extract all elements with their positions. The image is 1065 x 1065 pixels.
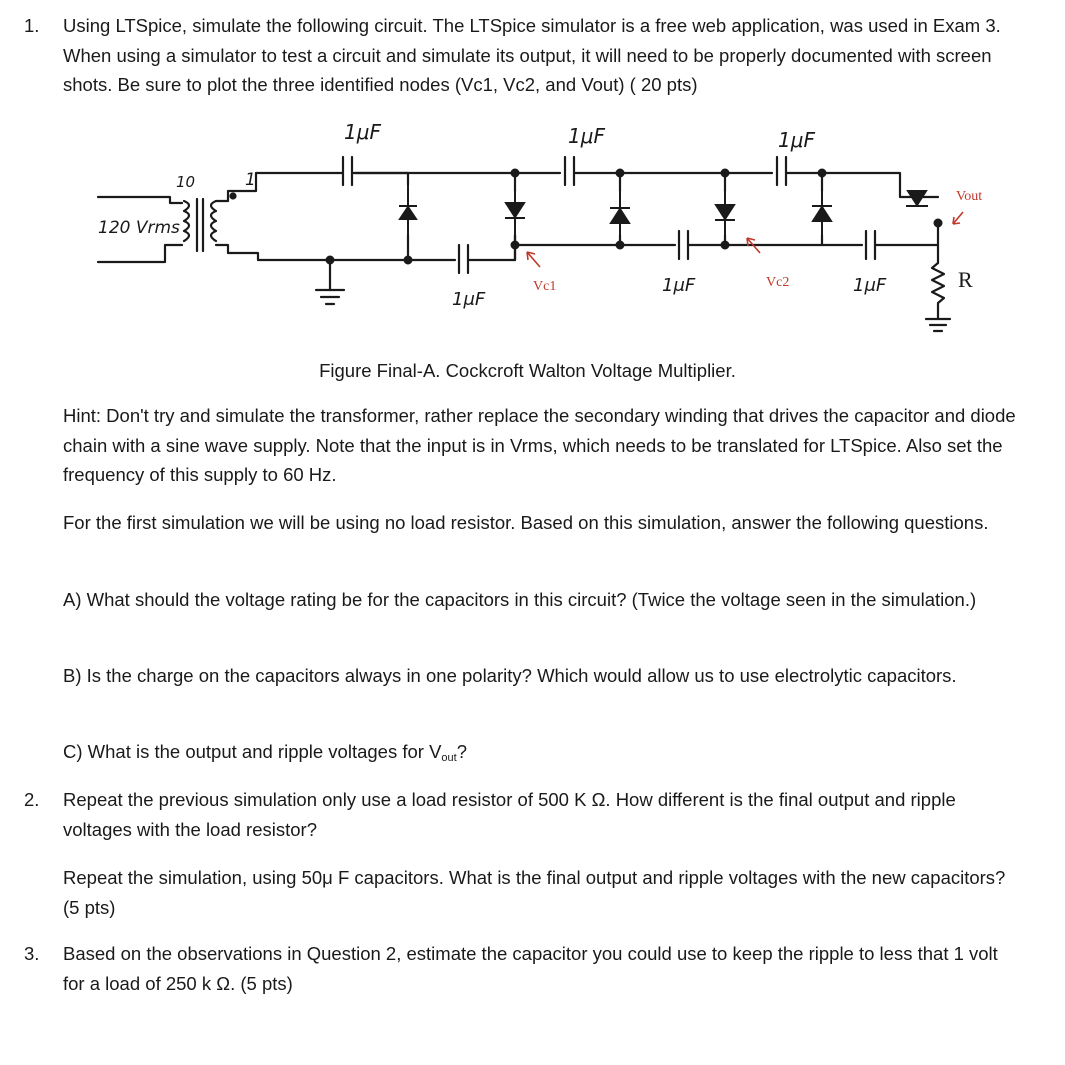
- question-2-number: 2.: [24, 789, 40, 810]
- source-label: 120 Vrms: [98, 218, 180, 238]
- capacitor-top-2-icon: [565, 157, 574, 185]
- question-b: B) Is the charge on the capacitors always in one polarity? Which would allow us to use electrolytic capacitors.: [63, 665, 957, 686]
- capacitor-bottom-1-icon: [459, 245, 468, 273]
- capacitor-bottom-2-icon: [679, 231, 688, 259]
- diode-1-icon: [399, 185, 417, 235]
- question-1-number: 1.: [24, 15, 40, 36]
- diode-3-icon: [610, 191, 630, 235]
- node-vc1-label: Vc1: [533, 279, 557, 294]
- cap-top-1-label: 1μF: [344, 120, 381, 144]
- diode-2-icon: [505, 191, 525, 235]
- diode-6-icon: [906, 191, 928, 206]
- question-3-text: Based on the observations in Question 2, estimate the capacitor you could use to keep the ripple to less that 1 volt for a load of 250 k Ω. (5 pts): [63, 943, 998, 994]
- question-3-number: 3.: [24, 943, 40, 964]
- load-resistor-label: R: [958, 267, 973, 292]
- first-simulation-paragraph: For the first simulation we will be using no load resistor. Based on this simulation, answer the following questions.: [63, 512, 989, 533]
- source-top-lead: [98, 197, 182, 203]
- secondary-bottom-wire: [216, 245, 330, 260]
- polarity-dot-icon: [231, 194, 236, 199]
- capacitor-bottom-3-icon: [866, 231, 875, 259]
- question-2-text: Repeat the previous simulation only use a load resistor of 500 K Ω. How different is the final output and ripple voltages with the load resistor?: [63, 789, 956, 840]
- node-vc2-label: Vc2: [766, 275, 790, 290]
- source-bottom-lead: [98, 245, 182, 262]
- question-c: C) What is the output and ripple voltages for $V_{out}$?: [63, 741, 468, 764]
- hint-paragraph: Hint: Don't try and simulate the transformer, rather replace the secondary winding that drives the capacitor and diode chain with a sine wave supply. Note that the input is in Vrms, which needs to be translated for LTSpice. Also set the frequency of this supply to 60 Hz.: [63, 405, 1016, 485]
- ground-2-icon: [926, 315, 950, 331]
- capacitor-top-3-icon: [777, 157, 786, 185]
- diode-5-icon: [812, 191, 832, 235]
- ratio-primary-label: 10: [176, 173, 196, 191]
- diode-4-icon: [715, 191, 735, 235]
- cap-bottom-3-label: 1μF: [853, 275, 887, 296]
- vout-arrow-icon: [953, 212, 963, 224]
- vc1-arrow-icon: [527, 252, 540, 267]
- cap-bottom-2-label: 1μF: [662, 275, 696, 296]
- load-resistor-icon: [932, 263, 944, 315]
- node-vout-label: Vout: [956, 189, 983, 204]
- figure-caption: Figure Final-A. Cockcroft Walton Voltage Multiplier.: [319, 360, 736, 381]
- cap-bottom-1-label: 1μF: [452, 289, 486, 310]
- transformer-icon: [184, 199, 216, 251]
- question-a: A) What should the voltage rating be for the capacitors in this circuit? (Twice the voltage seen in the simulation.): [63, 589, 977, 610]
- cockcroft-walton-circuit: [0, 105, 1065, 345]
- cap-top-2-label: 1μF: [568, 124, 605, 148]
- question-1-text: Using LTSpice, simulate the following circuit. The LTSpice simulator is a free web application, was used in Exam 3. When using a simulator to test a circuit and simulate its output, it will need to be properly documented with screen shots. Be sure to plot the three identified nodes (Vc1, Vc2, and Vout) ( 20 pts): [63, 15, 1001, 95]
- question-2b-text: Repeat the simulation, using 50μ F capacitors. What is the final output and ripple voltages with the new capacitors? (5 pts): [63, 867, 1006, 918]
- ground-1-icon: [316, 260, 344, 304]
- ratio-secondary-label: 1: [245, 170, 256, 190]
- cap-top-3-label: 1μF: [778, 128, 815, 152]
- capacitor-top-1-icon: [343, 157, 352, 185]
